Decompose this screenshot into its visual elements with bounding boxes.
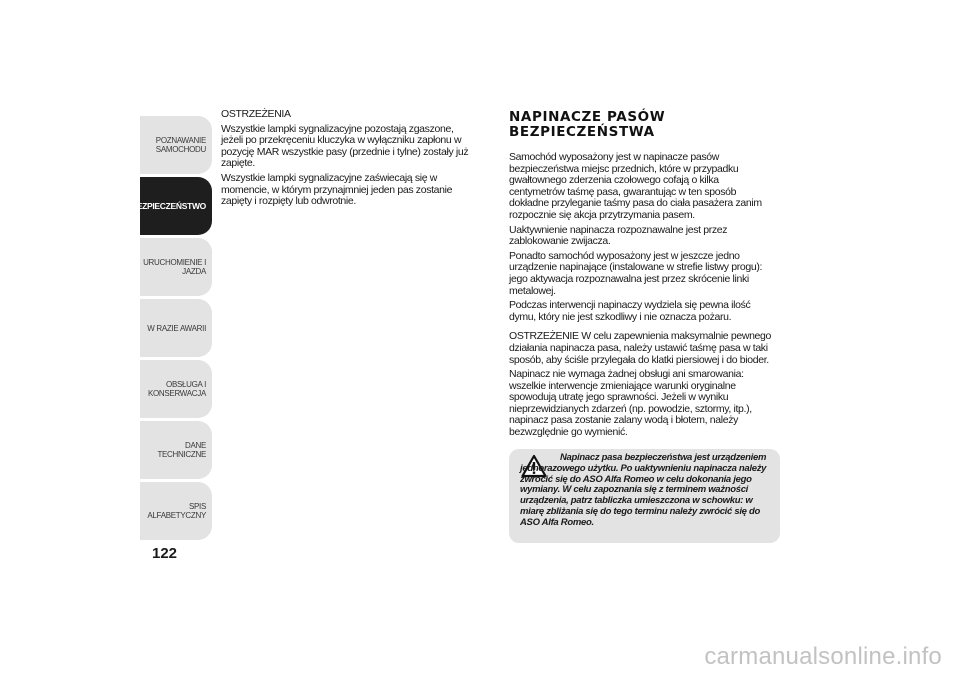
section-title: [509, 110, 789, 140]
warning-box: [509, 449, 780, 543]
tab-label: OBSŁUGA I KONSERWACJA: [147, 380, 206, 398]
tab-spis-alfabetyczny[interactable]: [140, 482, 212, 540]
body-paragraph: Uaktywnienie napinacza rozpoznawalne jest przez zablokowanie zwijacza.: [509, 223, 728, 248]
chapter-sidebar: [130, 116, 212, 543]
tab-label: DANE TECHNICZNE: [157, 441, 206, 459]
tab-label: W RAZIE AWARII: [147, 323, 206, 333]
body-paragraph: Ponadto samochód wyposażony jest w jeszcze jedno urządzenie napinające (instalowane w strefie listwy progu): jego aktywacja rozpoznawalna jest przez skrócenie linki metalowej.: [509, 249, 763, 297]
warnings-section: [221, 109, 473, 211]
warnings-paragraph: Wszystkie lampki sygnalizacyjne zaświecają się w momencie, w którym przynajmniej jeden pas zostanie zapięty i rozpięty lub odwrotnie.: [221, 171, 453, 208]
tab-label: URUCHOMIENIE I JAZDA: [143, 258, 206, 276]
tab-uruchomienie-i-jazda[interactable]: [140, 238, 212, 296]
body-paragraph: Samochód wyposażony jest w napinacze pasów bezpieczeństwa miejsc przednich, które w przypadku gwałtownego zderzenia czołowego cofają o kilka centymetrów taśmę pasa, gwarantując w ten sposób dokładne przyleganie taśmy pasa do ciała pasażera zanim rozpocznie się akcja przytrzymania pasem.: [509, 151, 762, 221]
section-title-line1: NAPINACZE PASÓW: [509, 109, 666, 125]
tab-bezpieczenstwo[interactable]: [130, 177, 212, 235]
tab-w-razie-awarii[interactable]: [140, 299, 212, 357]
watermark: carmanualsonline.info: [704, 643, 942, 670]
body-paragraph: OSTRZEŻENIE W celu zapewnienia maksymalnie pewnego działania napinacza pasa, należy ustawić taśmę pasa w taki sposób, aby ściśle przylegała do klatki piersiowej i do bioder.: [509, 330, 772, 366]
body-paragraph: Podczas interwencji napinaczy wydziela się pewna ilość dymu, który nie jest szkodliwy i nie oznacza pożaru.: [509, 299, 751, 323]
tab-label: POZNAWANIE SAMOCHODU: [155, 136, 206, 154]
body-paragraph: Napinacz nie wymaga żadnej obsługi ani smarowania: wszelkie interwencje zmieniające warunki oryginalne spowodują utratę jego sprawności. Jeżeli w wyniku nieprzewidzianych zdarzeń (np. powodzie, sztormy, itp.), napinacz pasa zostanie zalany wodą i błotem, należy bezwzględnie go wymienić.: [509, 368, 752, 439]
section-title-line2: BEZPIECZEŃSTWA: [509, 124, 655, 140]
tab-poznawanie-samochodu[interactable]: [140, 116, 212, 174]
page-number: 122: [152, 545, 178, 562]
tab-label: SPIS ALFABETYCZNY: [147, 502, 206, 520]
tab-label: BEZPIECZEŃSTWO: [130, 200, 206, 211]
pretensioner-section: [509, 152, 777, 442]
tab-obsluga-i-konserwacja[interactable]: [140, 360, 212, 418]
warning-text: Napinacz pasa bezpieczeństwa jest urządzeniem jednorazowego użytku. Po uaktywnieniu napinacza należy zwrócić się do ASO Alfa Romeo w celu dokonania jego wymiany. W celu zapoznania się z terminem ważności urządzenia, patrz tabliczka umieszczona w schowku: w miarę zbliżania się do tego terminu należy zwrócić się do ASO Alfa Romeo.: [520, 452, 767, 528]
warnings-paragraph: Wszystkie lampki sygnalizacyjne pozostają zgaszone, jeżeli po przekręceniu kluczyka w wyłączniku zapłonu w pozycję MAR wszystkie pasy (przednie i tylne) zostały już zapięte.: [221, 122, 469, 170]
warnings-heading: OSTRZEŻENIA: [221, 108, 291, 120]
tab-dane-techniczne[interactable]: [140, 421, 212, 479]
